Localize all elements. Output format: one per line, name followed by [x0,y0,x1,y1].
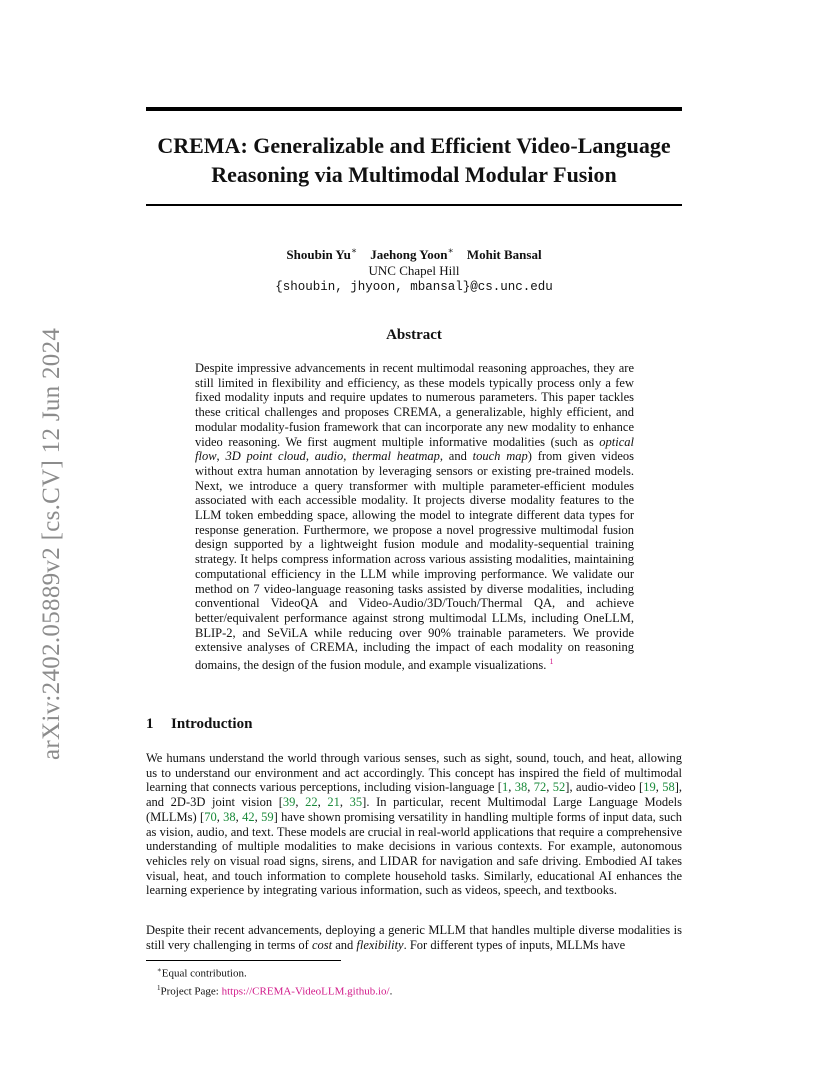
citation-link[interactable]: 38 [514,780,528,795]
author-3: Mohit Bansal [466,247,542,263]
paper-title: CREMA: Generalizable and Efficient Video-Language Reasoning via Multimodal Modular Fusion [157,133,671,187]
footnote-equal-contribution: ∗Equal contribution. [157,966,247,980]
citation-link[interactable]: 70 [204,809,217,824]
affiliation: UNC Chapel Hill [368,263,460,279]
abstract-body: Despite impressive advancements in recent multimodal reasoning approaches, they are still limited in flexibility and efficiency, as these models typically process only a few fixed modality inputs and require updates to numerous parameters. This paper tackles these critical challenges and proposes CREMA, a generalizable, highly efficient, and modular modality-fusion framework that can incorporate any new modality to enhance video reasoning. We first augment multiple informative modalities (such as optical flow, 3D point cloud, audio, thermal heatmap, and touch map) from given videos without extra human annotation by leveraging sensors or existing pre-trained models. Next, we introduce a query transformer with multiple parameter-efficient modules associated with each accessible modality. It projects diverse modality features to the LLM token embedding space, allowing the model to integrate different data types for response generation. Furthermore, we propose a novel progressive multimodal fusion design supported by a lightweight fusion module and modality-sequential training strategy. It helps compress information across various assisting modalities, maintaining computational efficiency in the LLM while improving performance. We validate our method on 7 video-language reasoning tasks assisted by diverse modalities, including conventional VideoQA and Video-Audio/3D/Touch/Thermal QA, and achieve better/equivalent performance against strong multimodal LLMs, including OneLLM, BLIP-2, and SeViLA while reducing over 90% trainable parameters. We provide extensive analyses of CREMA, including the impact of each modality on reasoning domains, the design of the fusion module, and example visualizations. $^1$ [195,361,634,673]
footnotes [157,963,392,998]
citation-link[interactable]: 19 [643,780,656,795]
citation-link[interactable]: 72 [533,780,547,795]
title-top-rule [146,107,682,111]
intro-paragraph-1: We humans understand the world through various senses, such as sight, sound, touch, and heat, allowing us to understand our environment and act accordingly. This concept has inspired the field of multimodal learning that connects various perceptions, including vision-language [1, 38, 72, 52], audio-video [19, 58], and 2D-3D joint vision [39, 22, 21, 35]. In particular, recent Multimodal Large Language Models (MLLMs) [70, 38, 42, 59] have shown promising versatility in handling multiple forms of input data, such as vision, audio, and text. These models are crucial in real-world applications that require a comprehensive understanding of multiple modalities to make decisions in various contexts. For example, autonomous vehicles rely on visual road signs, sirens, and LIDAR for navigation and safe driving. Embodied AI takes visual, heat, and touch information to complete household tasks. Similarly, educational AI enhances the learning experience by integrating various information, such as videos, speech, and textbooks. [146,751,683,898]
citation-link[interactable]: 39 [282,795,296,810]
footnote-link[interactable]: 1 [549,657,554,667]
arxiv-watermark: arXiv:2402.05889v2 [cs.CV] 12 Jun 2024 [38,327,65,760]
project-page-link[interactable]: https://CREMA-VideoLLM.github.io/ [221,985,390,998]
citation-link[interactable]: 38 [223,809,236,824]
author-emails: {shoubin, jhyoon, mbansal}@cs.unc.edu [275,280,553,295]
citation-link[interactable]: 52 [552,780,566,795]
intro-paragraph-2: Despite their recent advancements, deploying a generic MLLM that handles multiple diverse modalities is still very challenging in terms of cost and flexibility. For different types of inputs, MLLMs have [146,923,682,952]
abstract-heading: Abstract [386,327,442,343]
section-title: Introduction [171,716,253,732]
author-1: Shoubin Yu∗ [286,246,357,263]
citation-link[interactable]: 35 [349,795,363,810]
citation-link[interactable]: 22 [305,795,318,810]
footnote-rule [146,960,341,961]
citation-link[interactable]: 1 [501,780,509,795]
author-names [146,243,682,263]
citation-link[interactable]: 59 [261,809,274,824]
citation-link[interactable]: 21 [327,795,340,810]
footnote-project-page: $^1$Project Page: https://CREMA-VideoLLM.github.io/. [157,983,393,998]
section-number: 1 [146,716,154,732]
section-heading-introduction [146,716,252,733]
title-bottom-rule [146,204,682,206]
citation-link[interactable]: 58 [662,780,675,795]
citation-link[interactable]: 42 [242,809,255,824]
author-block [146,243,682,295]
author-2: Jaehong Yoon∗ [370,246,454,263]
